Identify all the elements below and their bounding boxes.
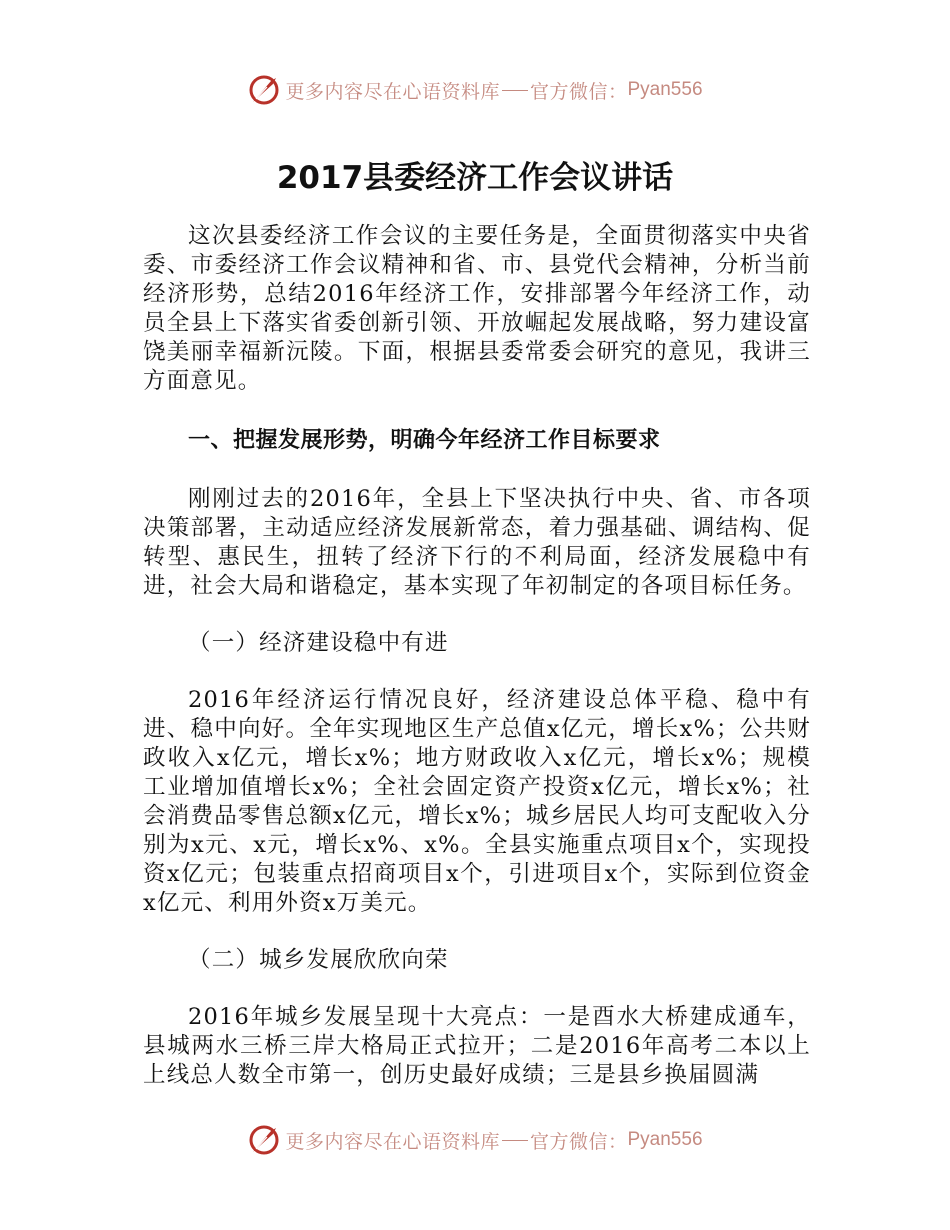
- footer-banner: [0, 1120, 950, 1160]
- intro-paragraph: 这次县委经济工作会议的主要任务是，全面贯彻落实中央省委、市委经济工作会议精神和省、市、县党代会精神，分析当前经济形势，总结2016年经济工作，安排部署今年经济工作，动员全县上下落实省委创新引领、开放崛起发展战略，努力建设富饶美丽幸福新沅陵。下面，根据县委常委会研究的意见，我讲三方面意见。: [143, 223, 811, 394]
- banner-wechat-label: 官方微信：: [529, 80, 628, 103]
- banner-wechat-label: 官方微信：: [529, 1130, 628, 1153]
- header-banner: [0, 70, 950, 110]
- subsection-heading: （二）城乡发展欣欣向荣: [188, 947, 449, 973]
- spacer: [143, 396, 811, 426]
- document-title: 2017县委经济工作会议讲话: [276, 160, 674, 196]
- subsection-paragraph: 2016年经济运行情况良好，经济建设总体平稳、稳中有进、稳中向好。全年实现地区生产总值x亿元，增长x%；公共财政收入x亿元，增长x%；地方财政收入x亿元，增长x%；规模工业增加值增长x%；全社会固定资产投资x亿元，增长x%；社会消费品零售总额x亿元，增长x%；城乡居民人均可支配收入分别为x元、x元，增长x%、x%。全县实施重点项目x个，实现投资x亿元；包装重点招商项目x个，引进项目x个，实际到位资金x亿元、利用外资x万美元。: [143, 687, 811, 916]
- subsection-heading: （一）经济建设稳中有进: [188, 630, 449, 656]
- spacer: [143, 455, 811, 485]
- banner-text: 更多内容尽在心语资料库: [285, 80, 500, 103]
- banner-dash: [502, 1140, 528, 1141]
- document-body: [143, 222, 811, 1090]
- section-heading: 一、把握发展形势，明确今年经济工作目标要求: [188, 428, 661, 453]
- banner-text: 更多内容尽在心语资料库: [285, 1130, 500, 1153]
- spacer: [143, 918, 811, 946]
- banner-wechat-id: Pyan556: [627, 1129, 703, 1150]
- section-paragraph: 刚刚过去的2016年，全县上下坚决执行中央、省、市各项决策部署，主动适应经济发展新常态，着力强基础、调结构、促转型、惠民生，扭转了经济下行的不利局面，经济发展稳中有进，社会大局和谐稳定，基本实现了年初制定的各项目标任务。: [143, 486, 811, 599]
- quill-logo-icon: [247, 73, 281, 107]
- banner-dash: [502, 90, 528, 91]
- quill-logo-icon: [247, 1123, 281, 1157]
- banner-wechat-id: Pyan556: [627, 79, 703, 100]
- spacer: [143, 975, 811, 1003]
- subsection-paragraph: 2016年城乡发展呈现十大亮点：一是酉水大桥建成通车，县城两水三桥三岸大格局正式拉开；二是2016年高考二本以上上线总人数全市第一，创历史最好成绩；三是县乡换届圆满: [143, 1004, 811, 1088]
- spacer: [143, 658, 811, 686]
- spacer: [143, 601, 811, 629]
